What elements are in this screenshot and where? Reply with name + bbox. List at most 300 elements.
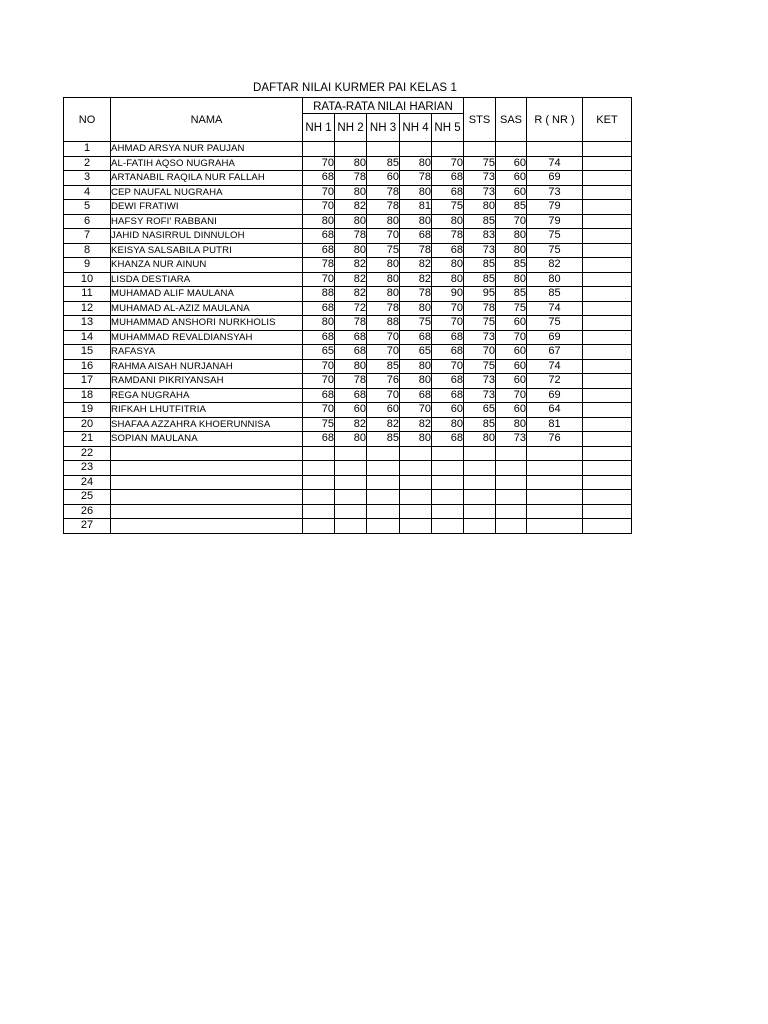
cell-sas: 70	[496, 214, 527, 229]
cell-sts: 73	[464, 374, 496, 389]
cell-sts: 70	[464, 345, 496, 360]
cell-nh5	[432, 490, 464, 505]
cell-nh1: 88	[303, 287, 335, 302]
cell-nama	[111, 490, 303, 505]
cell-nh1: 68	[303, 330, 335, 345]
cell-ket	[583, 171, 632, 186]
cell-nh5: 68	[432, 432, 464, 447]
table-row	[64, 519, 632, 534]
cell-rnr: 73	[527, 185, 583, 200]
cell-rnr: 72	[527, 374, 583, 389]
cell-nh4: 70	[400, 403, 432, 418]
cell-nama: CEP NAUFAL NUGRAHA	[111, 185, 303, 200]
cell-sts: 80	[464, 432, 496, 447]
table-row	[64, 229, 632, 244]
cell-nh2: 82	[335, 417, 367, 432]
cell-no: 10	[64, 272, 111, 287]
cell-no: 18	[64, 388, 111, 403]
cell-rnr: 69	[527, 330, 583, 345]
cell-ket	[583, 490, 632, 505]
cell-rnr: 80	[527, 272, 583, 287]
cell-nh3: 70	[367, 229, 400, 244]
cell-nh3	[367, 519, 400, 534]
cell-nh1: 65	[303, 345, 335, 360]
cell-sas: 75	[496, 301, 527, 316]
cell-no: 2	[64, 156, 111, 171]
cell-nh5: 68	[432, 374, 464, 389]
cell-nh4: 80	[400, 374, 432, 389]
cell-nh1	[303, 519, 335, 534]
cell-sas: 85	[496, 287, 527, 302]
table-row	[64, 446, 632, 461]
cell-sas: 60	[496, 156, 527, 171]
cell-rnr: 74	[527, 156, 583, 171]
cell-sas: 70	[496, 388, 527, 403]
cell-nh5: 70	[432, 316, 464, 331]
cell-nh2	[335, 490, 367, 505]
cell-nh2: 78	[335, 171, 367, 186]
document-title: DAFTAR NILAI KURMER PAI KELAS 1	[253, 82, 457, 94]
header-nama: NAMA	[111, 98, 303, 142]
cell-nh5: 80	[432, 417, 464, 432]
cell-ket	[583, 316, 632, 331]
cell-nh4: 80	[400, 301, 432, 316]
cell-sts: 75	[464, 359, 496, 374]
cell-nh2	[335, 519, 367, 534]
cell-rnr	[527, 446, 583, 461]
cell-ket	[583, 258, 632, 273]
header-nh3: NH 3	[367, 114, 400, 142]
cell-rnr	[527, 142, 583, 157]
cell-nh5: 68	[432, 171, 464, 186]
cell-ket	[583, 345, 632, 360]
cell-nh2: 82	[335, 258, 367, 273]
cell-nh3: 82	[367, 417, 400, 432]
cell-nh1	[303, 446, 335, 461]
table-row	[64, 316, 632, 331]
table-row	[64, 171, 632, 186]
cell-ket	[583, 403, 632, 418]
cell-nh1: 68	[303, 243, 335, 258]
cell-no: 3	[64, 171, 111, 186]
cell-sas	[496, 446, 527, 461]
cell-ket	[583, 200, 632, 215]
cell-nama: LISDA DESTIARA	[111, 272, 303, 287]
cell-nh4	[400, 461, 432, 476]
cell-ket	[583, 446, 632, 461]
cell-sas: 60	[496, 345, 527, 360]
cell-sas: 60	[496, 359, 527, 374]
cell-nh5: 80	[432, 258, 464, 273]
table-row	[64, 359, 632, 374]
cell-nh2	[335, 446, 367, 461]
cell-nh3: 80	[367, 214, 400, 229]
cell-nh5: 70	[432, 301, 464, 316]
cell-sas	[496, 461, 527, 476]
table-row	[64, 156, 632, 171]
cell-nh2: 80	[335, 185, 367, 200]
cell-no: 12	[64, 301, 111, 316]
cell-no: 8	[64, 243, 111, 258]
cell-nh2: 80	[335, 156, 367, 171]
table-row	[64, 388, 632, 403]
cell-nh2: 60	[335, 403, 367, 418]
cell-nh1: 68	[303, 301, 335, 316]
cell-rnr: 82	[527, 258, 583, 273]
cell-nama: MUHAMMAD ANSHORI NURKHOLIS	[111, 316, 303, 331]
cell-ket	[583, 504, 632, 519]
cell-rnr: 75	[527, 229, 583, 244]
cell-sts: 85	[464, 214, 496, 229]
table-row	[64, 142, 632, 157]
cell-nh5: 68	[432, 330, 464, 345]
cell-sts	[464, 504, 496, 519]
cell-nh5	[432, 475, 464, 490]
cell-nh3: 60	[367, 171, 400, 186]
cell-nh3	[367, 461, 400, 476]
cell-nh4: 80	[400, 156, 432, 171]
cell-sas	[496, 519, 527, 534]
cell-nh1: 80	[303, 214, 335, 229]
cell-nh4	[400, 490, 432, 505]
cell-nh4: 65	[400, 345, 432, 360]
cell-rnr	[527, 490, 583, 505]
cell-nh2: 82	[335, 287, 367, 302]
cell-no: 17	[64, 374, 111, 389]
cell-nh5	[432, 446, 464, 461]
cell-no: 9	[64, 258, 111, 273]
cell-nama	[111, 504, 303, 519]
cell-sas	[496, 142, 527, 157]
cell-nh3: 78	[367, 185, 400, 200]
cell-sas: 60	[496, 403, 527, 418]
cell-ket	[583, 417, 632, 432]
cell-nh3: 70	[367, 388, 400, 403]
table-row	[64, 490, 632, 505]
cell-nh1	[303, 142, 335, 157]
header-nh1: NH 1	[303, 114, 335, 142]
cell-rnr: 74	[527, 301, 583, 316]
cell-nama: SHAFAA AZZAHRA KHOERUNNISA	[111, 417, 303, 432]
cell-no: 25	[64, 490, 111, 505]
cell-nh3: 76	[367, 374, 400, 389]
cell-nh1: 68	[303, 171, 335, 186]
cell-sts: 78	[464, 301, 496, 316]
cell-no: 6	[64, 214, 111, 229]
cell-nh1: 70	[303, 156, 335, 171]
cell-no: 15	[64, 345, 111, 360]
cell-nama: RAFASYA	[111, 345, 303, 360]
cell-nh4: 75	[400, 316, 432, 331]
cell-sts: 75	[464, 156, 496, 171]
cell-nh5: 80	[432, 214, 464, 229]
cell-nh3: 85	[367, 359, 400, 374]
cell-nh1: 70	[303, 185, 335, 200]
cell-nh3: 70	[367, 345, 400, 360]
cell-nh1	[303, 490, 335, 505]
table-body	[64, 142, 632, 534]
cell-nh4: 68	[400, 330, 432, 345]
cell-sts: 73	[464, 330, 496, 345]
cell-sts: 85	[464, 272, 496, 287]
cell-nh4: 68	[400, 388, 432, 403]
cell-nh4: 82	[400, 417, 432, 432]
cell-nh4: 80	[400, 214, 432, 229]
cell-no: 23	[64, 461, 111, 476]
cell-nh4: 78	[400, 171, 432, 186]
cell-nh1: 70	[303, 403, 335, 418]
cell-nh1	[303, 504, 335, 519]
cell-nh2: 68	[335, 330, 367, 345]
header-sts: STS	[464, 98, 496, 142]
cell-sts	[464, 475, 496, 490]
cell-rnr	[527, 461, 583, 476]
cell-nh1: 70	[303, 374, 335, 389]
cell-no: 24	[64, 475, 111, 490]
cell-ket	[583, 461, 632, 476]
cell-nh2: 78	[335, 316, 367, 331]
cell-no: 13	[64, 316, 111, 331]
cell-rnr: 75	[527, 316, 583, 331]
cell-ket	[583, 185, 632, 200]
cell-nama: REGA NUGRAHA	[111, 388, 303, 403]
table-row	[64, 214, 632, 229]
cell-rnr: 85	[527, 287, 583, 302]
cell-rnr	[527, 504, 583, 519]
cell-nh3: 78	[367, 200, 400, 215]
cell-no: 27	[64, 519, 111, 534]
table-row	[64, 374, 632, 389]
cell-no: 14	[64, 330, 111, 345]
cell-nh2: 80	[335, 432, 367, 447]
cell-nh1: 68	[303, 388, 335, 403]
cell-nh2: 80	[335, 359, 367, 374]
cell-sas: 60	[496, 374, 527, 389]
cell-nh4: 78	[400, 287, 432, 302]
table-row	[64, 417, 632, 432]
cell-nama: RAHMA AISAH NURJANAH	[111, 359, 303, 374]
cell-sts: 73	[464, 171, 496, 186]
table-row	[64, 403, 632, 418]
cell-ket	[583, 214, 632, 229]
cell-nh3: 85	[367, 432, 400, 447]
cell-sas: 80	[496, 243, 527, 258]
cell-nh2: 78	[335, 374, 367, 389]
cell-nh5: 70	[432, 359, 464, 374]
cell-nh2: 80	[335, 243, 367, 258]
cell-sas: 85	[496, 200, 527, 215]
cell-rnr: 64	[527, 403, 583, 418]
cell-sts	[464, 461, 496, 476]
cell-nh1: 70	[303, 272, 335, 287]
cell-nh1: 80	[303, 316, 335, 331]
cell-sts: 83	[464, 229, 496, 244]
header-ket: KET	[583, 98, 632, 142]
cell-nh4: 82	[400, 272, 432, 287]
cell-nh5	[432, 461, 464, 476]
cell-no: 20	[64, 417, 111, 432]
cell-sts	[464, 490, 496, 505]
table-row	[64, 330, 632, 345]
cell-sas: 80	[496, 229, 527, 244]
cell-nama: KEISYA SALSABILA PUTRI	[111, 243, 303, 258]
cell-sts: 80	[464, 200, 496, 215]
table-row	[64, 200, 632, 215]
cell-nh3: 80	[367, 272, 400, 287]
cell-nh4: 82	[400, 258, 432, 273]
cell-no: 19	[64, 403, 111, 418]
cell-sts: 85	[464, 258, 496, 273]
cell-sas: 80	[496, 417, 527, 432]
cell-nh1: 68	[303, 432, 335, 447]
cell-nh4: 78	[400, 243, 432, 258]
cell-sas	[496, 475, 527, 490]
cell-nh3: 85	[367, 156, 400, 171]
cell-nh2: 68	[335, 388, 367, 403]
cell-nh2	[335, 461, 367, 476]
cell-rnr: 81	[527, 417, 583, 432]
cell-nh2: 68	[335, 345, 367, 360]
cell-ket	[583, 272, 632, 287]
header-no: NO	[64, 98, 111, 142]
cell-rnr: 67	[527, 345, 583, 360]
cell-nh2	[335, 142, 367, 157]
table-row	[64, 432, 632, 447]
cell-nh1	[303, 475, 335, 490]
cell-nh5: 70	[432, 156, 464, 171]
cell-ket	[583, 374, 632, 389]
cell-nama	[111, 519, 303, 534]
cell-no: 1	[64, 142, 111, 157]
table-header	[64, 98, 632, 142]
cell-sts: 85	[464, 417, 496, 432]
cell-nh3: 75	[367, 243, 400, 258]
header-nh2: NH 2	[335, 114, 367, 142]
cell-no: 11	[64, 287, 111, 302]
cell-sts: 75	[464, 316, 496, 331]
cell-sas: 80	[496, 272, 527, 287]
cell-nama: MUHAMAD ALIF MAULANA	[111, 287, 303, 302]
cell-no: 26	[64, 504, 111, 519]
header-nh5: NH 5	[432, 114, 464, 142]
cell-ket	[583, 229, 632, 244]
cell-nh3	[367, 446, 400, 461]
cell-nh1: 78	[303, 258, 335, 273]
cell-nh3: 80	[367, 258, 400, 273]
cell-sas	[496, 490, 527, 505]
cell-nh1: 75	[303, 417, 335, 432]
cell-ket	[583, 330, 632, 345]
header-nh4: NH 4	[400, 114, 432, 142]
cell-nama: SOPIAN MAULANA	[111, 432, 303, 447]
cell-sas: 85	[496, 258, 527, 273]
cell-nh2: 72	[335, 301, 367, 316]
cell-ket	[583, 287, 632, 302]
cell-nh3: 60	[367, 403, 400, 418]
cell-nh5	[432, 142, 464, 157]
cell-ket	[583, 243, 632, 258]
cell-rnr	[527, 475, 583, 490]
cell-rnr: 75	[527, 243, 583, 258]
cell-nh4	[400, 142, 432, 157]
cell-ket	[583, 301, 632, 316]
header-rnr: R ( NR )	[527, 98, 583, 142]
table-row	[64, 345, 632, 360]
cell-nh3: 88	[367, 316, 400, 331]
cell-nh5	[432, 519, 464, 534]
cell-nama: RAMDANI PIKRIYANSAH	[111, 374, 303, 389]
table-row	[64, 461, 632, 476]
cell-nama: JAHID NASIRRUL DINNULOH	[111, 229, 303, 244]
cell-nama: MUHAMMAD REVALDIANSYAH	[111, 330, 303, 345]
cell-no: 16	[64, 359, 111, 374]
table-row	[64, 301, 632, 316]
cell-ket	[583, 142, 632, 157]
cell-nh5: 60	[432, 403, 464, 418]
cell-ket	[583, 388, 632, 403]
cell-nh3: 70	[367, 330, 400, 345]
cell-sas	[496, 504, 527, 519]
cell-nh2	[335, 504, 367, 519]
cell-nh5: 68	[432, 243, 464, 258]
cell-nh5: 80	[432, 272, 464, 287]
cell-rnr: 69	[527, 388, 583, 403]
cell-nh4: 80	[400, 432, 432, 447]
cell-ket	[583, 519, 632, 534]
cell-sas: 73	[496, 432, 527, 447]
cell-nh4: 80	[400, 359, 432, 374]
cell-no: 4	[64, 185, 111, 200]
cell-nh5: 78	[432, 229, 464, 244]
cell-nh5: 75	[432, 200, 464, 215]
cell-sas: 60	[496, 316, 527, 331]
cell-ket	[583, 156, 632, 171]
cell-rnr	[527, 519, 583, 534]
cell-nh5: 68	[432, 345, 464, 360]
cell-nh3: 78	[367, 301, 400, 316]
cell-nh5: 90	[432, 287, 464, 302]
cell-sas: 70	[496, 330, 527, 345]
cell-nh5: 68	[432, 185, 464, 200]
cell-nama	[111, 461, 303, 476]
cell-sts	[464, 142, 496, 157]
cell-nh2: 82	[335, 272, 367, 287]
cell-nh4	[400, 446, 432, 461]
cell-nh3	[367, 504, 400, 519]
cell-ket	[583, 359, 632, 374]
cell-nama: HAFSY ROFI' RABBANI	[111, 214, 303, 229]
cell-nh1	[303, 461, 335, 476]
cell-rnr: 79	[527, 200, 583, 215]
cell-no: 7	[64, 229, 111, 244]
cell-sas: 60	[496, 185, 527, 200]
cell-rnr: 69	[527, 171, 583, 186]
cell-nama	[111, 475, 303, 490]
grades-table	[63, 97, 632, 534]
header-sas: SAS	[496, 98, 527, 142]
cell-sas: 60	[496, 171, 527, 186]
cell-nh5: 68	[432, 388, 464, 403]
cell-nama: DEWI FRATIWI	[111, 200, 303, 215]
cell-nh4	[400, 504, 432, 519]
cell-nh4: 81	[400, 200, 432, 215]
cell-nama: ARTANABIL RAQILA NUR FALLAH	[111, 171, 303, 186]
cell-nh1: 70	[303, 359, 335, 374]
table-row	[64, 475, 632, 490]
cell-sts: 73	[464, 185, 496, 200]
cell-nh3	[367, 142, 400, 157]
table-row	[64, 185, 632, 200]
